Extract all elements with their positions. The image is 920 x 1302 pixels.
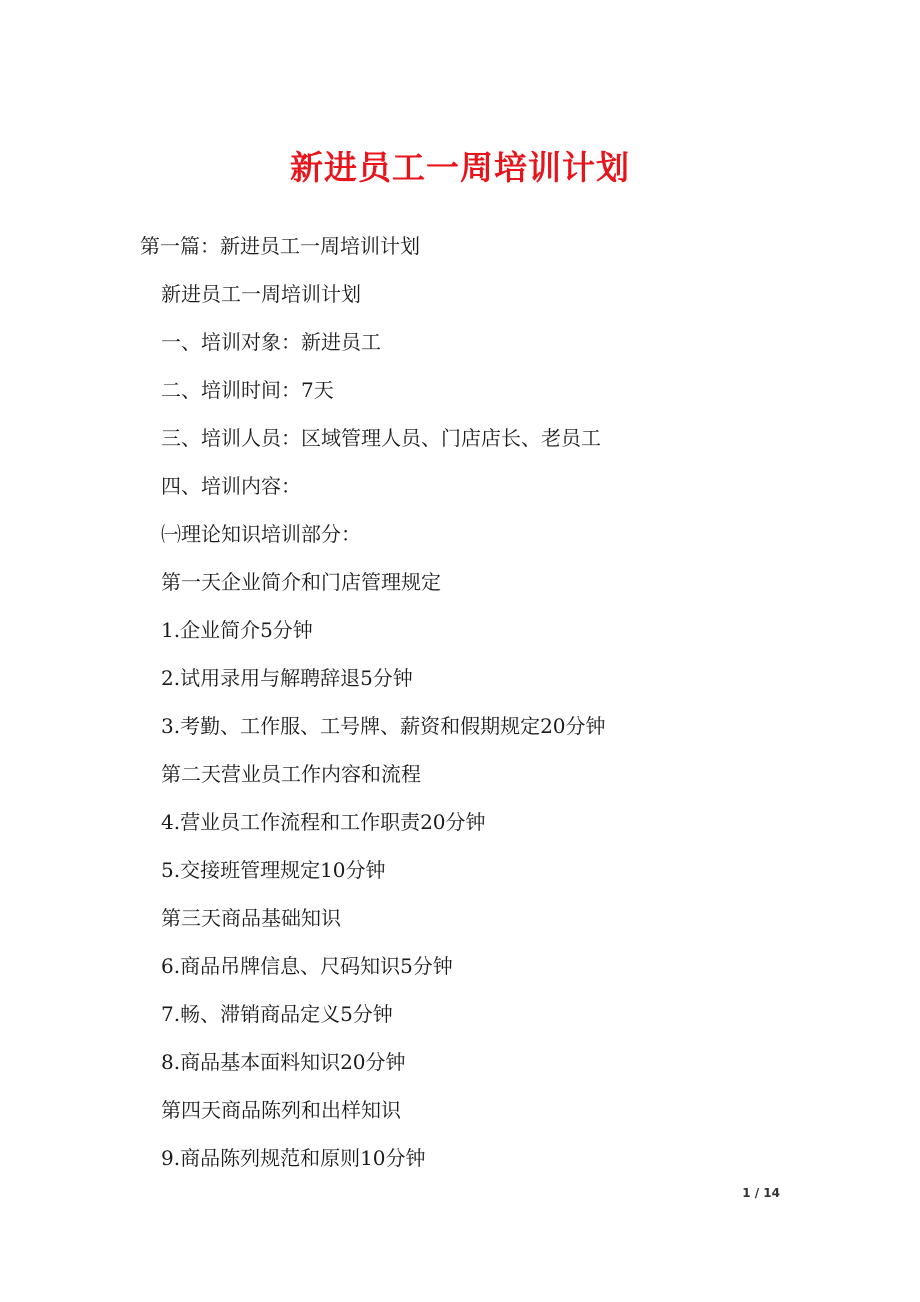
section-heading: 第一篇：新进员工一周培训计划 <box>140 234 420 258</box>
list-item: 2.试用录用与解聘辞退5分钟 <box>161 666 413 690</box>
list-item: 9.商品陈列规范和原则10分钟 <box>161 1146 426 1170</box>
list-item: 5.交接班管理规定10分钟 <box>161 858 386 882</box>
body-line: 三、培训人员：区域管理人员、门店店长、老员工 <box>161 426 601 450</box>
list-item: 4.营业员工作流程和工作职责20分钟 <box>161 810 486 834</box>
document-title: 新进员工一周培训计划 <box>290 148 630 187</box>
list-item: 7.畅、滞销商品定义5分钟 <box>161 1002 393 1026</box>
body-line: 一、培训对象：新进员工 <box>161 330 381 354</box>
day-heading: 第二天营业员工作内容和流程 <box>161 762 421 786</box>
list-item: 6.商品吊牌信息、尺码知识5分钟 <box>161 954 453 978</box>
body-line: 二、培训时间：7天 <box>161 378 334 402</box>
list-item: 8.商品基本面料知识20分钟 <box>161 1050 406 1074</box>
list-item: 3.考勤、工作服、工号牌、薪资和假期规定20分钟 <box>161 714 606 738</box>
day-heading: 第三天商品基础知识 <box>161 906 341 930</box>
day-heading: 第一天企业简介和门店管理规定 <box>161 570 441 594</box>
body-line: 新进员工一周培训计划 <box>161 282 361 306</box>
body-line: 四、培训内容： <box>161 474 301 498</box>
body-line: ㈠理论知识培训部分： <box>161 522 361 546</box>
list-item: 1.企业简介5分钟 <box>161 618 313 642</box>
day-heading: 第四天商品陈列和出样知识 <box>161 1098 401 1122</box>
page-number: 1 / 14 <box>742 1186 780 1200</box>
